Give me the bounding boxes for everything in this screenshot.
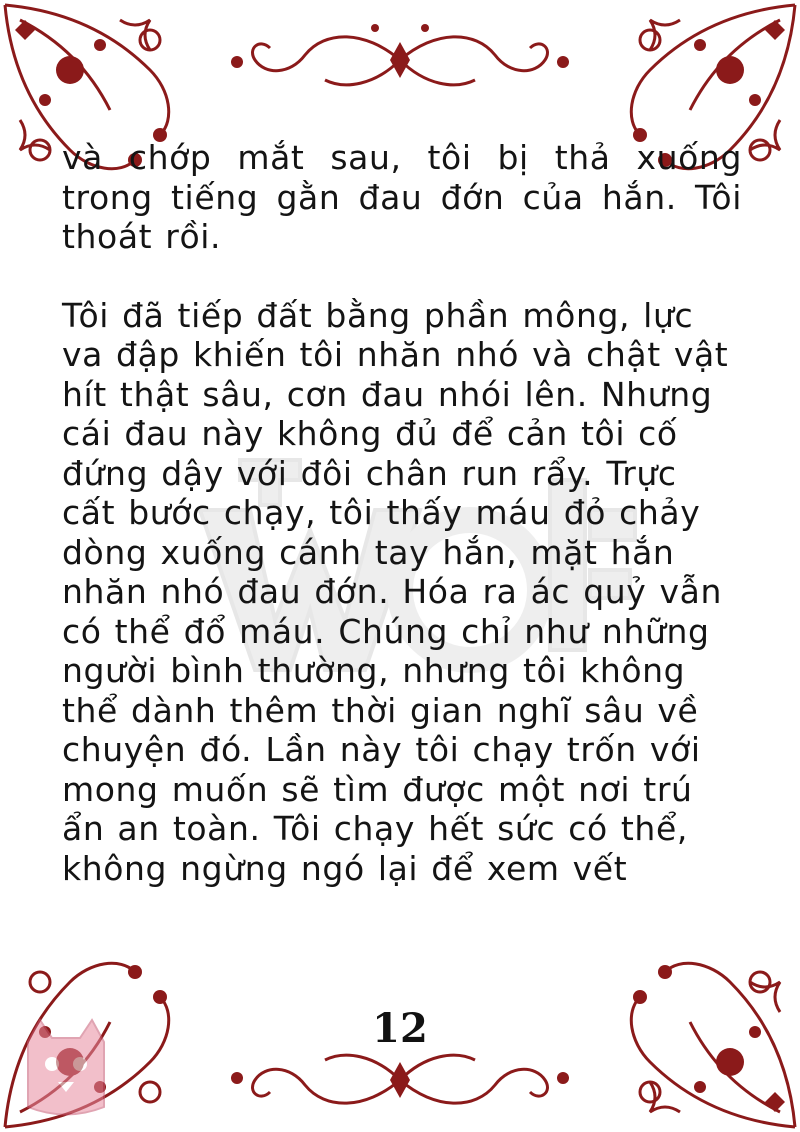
paragraph-1: và chớp mắt sau, tôi bị thả xuống trong tiếng gằn đau đớn của hắn. Tôi thoát rồi. bbox=[62, 138, 742, 256]
paragraph-2: Tôi đã tiếp đất bằng phần mông, lực va đập khiến tôi nhăn nhó và chật vật hít thật sâu, cơn đau nhói lên. Nhưng cái đau này không đủ để cản tôi cố đứng dậy với đôi chân run rẩy. Trực cất bước chạy, tôi thấy máu đỏ chảy dòng xuống cánh tay hắn, mặt hắn nhăn nhó đau đớn. Hóa ra ác quỷ vẫn có thể đổ máu. Chúng chỉ như những người bình thường, nhưng tôi không thể dành thêm thời gian nghĩ sâu về chuyện đó. Lần này tôi chạy trốn với mong muốn sẽ tìm được một nơi trú ẩn an toàn. Tôi chạy hết sức có thể, không ngừng ngó lại để xem vết bbox=[62, 295, 729, 888]
top-flourish-ornament bbox=[225, 20, 575, 100]
bottom-flourish-ornament bbox=[225, 1040, 575, 1120]
page-number: 12 bbox=[372, 1005, 428, 1052]
pink-cat-stamp-icon bbox=[18, 1012, 114, 1124]
chapter-body-text bbox=[62, 138, 742, 888]
corner-ornament-bottom-right bbox=[610, 942, 800, 1132]
